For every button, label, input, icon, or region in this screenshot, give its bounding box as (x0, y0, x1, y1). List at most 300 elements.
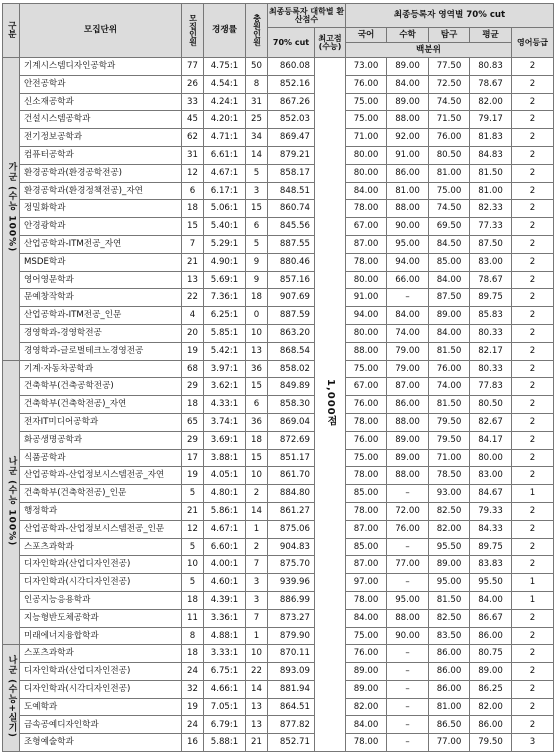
cell-name: 디자인학과(산업디자인전공) (20, 663, 182, 681)
cell-average: 89.75 (470, 538, 512, 556)
cell-english: 2 (512, 324, 554, 342)
cell-cut70: 887.55 (268, 235, 315, 253)
cell-inquiry: 81.50 (429, 342, 470, 360)
cell-average: 80.33 (470, 360, 512, 378)
cell-name: 디자인학과(산업디자인전공) (20, 556, 182, 574)
cell-inquiry: 84.00 (429, 271, 470, 289)
cell-inquiry: 79.50 (429, 431, 470, 449)
cell-korean: 97.00 (346, 574, 387, 592)
header-percentile: 백분위 (346, 43, 512, 58)
cell-name: 경영학과-경영학전공 (20, 324, 182, 342)
cell-additional: 2 (246, 538, 268, 556)
cell-cut70: 880.46 (268, 253, 315, 271)
cell-math: 81.00 (387, 182, 429, 200)
cell-competition: 5.40:1 (204, 218, 246, 236)
cell-inquiry: 69.50 (429, 218, 470, 236)
cell-korean: 76.00 (346, 75, 387, 93)
cell-name: 스포츠과학과 (20, 538, 182, 556)
cell-cut70: 907.69 (268, 289, 315, 307)
cell-korean: 89.00 (346, 663, 387, 681)
cell-cut70: 893.09 (268, 663, 315, 681)
cell-korean: 75.00 (346, 627, 387, 645)
cell-korean: 91.00 (346, 289, 387, 307)
header-competition: 경쟁률 (204, 4, 246, 58)
cell-average: 95.50 (470, 574, 512, 592)
cell-korean: 78.00 (346, 591, 387, 609)
cell-quota: 17 (182, 449, 204, 467)
cell-average: 79.50 (470, 734, 512, 752)
cell-math: 66.00 (387, 271, 429, 289)
table-row (3, 627, 554, 645)
cell-average: 84.00 (470, 591, 512, 609)
cell-competition: 6.17:1 (204, 182, 246, 200)
cell-korean: 78.00 (346, 253, 387, 271)
cell-name: 조형예술학과 (20, 734, 182, 752)
cell-korean: 88.00 (346, 342, 387, 360)
cell-english: 2 (512, 200, 554, 218)
cell-cut70: 879.90 (268, 627, 315, 645)
table-row (3, 289, 554, 307)
cell-english: 2 (512, 716, 554, 734)
cell-inquiry: 86.00 (429, 645, 470, 663)
cell-quota: 62 (182, 129, 204, 147)
cell-cut70: 870.11 (268, 645, 315, 663)
cell-average: 77.83 (470, 378, 512, 396)
cell-additional: 3 (246, 591, 268, 609)
cell-average: 82.67 (470, 413, 512, 431)
cell-additional: 22 (246, 663, 268, 681)
cell-english: 1 (512, 591, 554, 609)
cell-average: 79.33 (470, 502, 512, 520)
cell-additional: 13 (246, 342, 268, 360)
cell-korean: 89.00 (346, 680, 387, 698)
cell-inquiry: 80.50 (429, 146, 470, 164)
cell-name: 건축학부(건축학전공)_자연 (20, 396, 182, 414)
cell-competition: 4.20:1 (204, 111, 246, 129)
cell-quota: 65 (182, 413, 204, 431)
cell-math: – (387, 698, 429, 716)
cell-quota: 18 (182, 200, 204, 218)
cell-korean: 84.00 (346, 716, 387, 734)
cell-quota: 24 (182, 663, 204, 681)
table-row (3, 218, 554, 236)
cell-quota: 19 (182, 342, 204, 360)
cell-additional: 36 (246, 360, 268, 378)
cell-korean: 80.00 (346, 271, 387, 289)
cell-competition: 4.33:1 (204, 396, 246, 414)
cell-quota: 32 (182, 680, 204, 698)
cell-additional: 3 (246, 574, 268, 592)
cell-name: 경영학과-글로벌테크노경영전공 (20, 342, 182, 360)
table-row (3, 556, 554, 574)
cell-inquiry: 75.00 (429, 182, 470, 200)
cell-name: 금속공예디자인학과 (20, 716, 182, 734)
cell-quota: 18 (182, 396, 204, 414)
cell-competition: 3.69:1 (204, 431, 246, 449)
cell-quota: 31 (182, 146, 204, 164)
cell-cut70: 863.20 (268, 324, 315, 342)
header-area-cut: 최종등록자 영역별 70% cut (346, 4, 554, 28)
cell-additional: 10 (246, 645, 268, 663)
table-row (3, 111, 554, 129)
cell-additional: 9 (246, 253, 268, 271)
cell-average: 84.67 (470, 485, 512, 503)
cell-average: 80.75 (470, 645, 512, 663)
cell-quota: 16 (182, 734, 204, 752)
cell-english: 2 (512, 698, 554, 716)
cell-name: 식품공학과 (20, 449, 182, 467)
cell-inquiry: 81.50 (429, 396, 470, 414)
cell-english: 2 (512, 556, 554, 574)
cell-inquiry: 82.00 (429, 520, 470, 538)
cell-competition: 6.75:1 (204, 663, 246, 681)
cell-name: 기계·자동차공학과 (20, 360, 182, 378)
cell-competition: 4.54:1 (204, 75, 246, 93)
cell-additional: 36 (246, 413, 268, 431)
cell-additional: 5 (246, 235, 268, 253)
cell-average: 79.17 (470, 111, 512, 129)
cell-english: 2 (512, 146, 554, 164)
cell-math: 88.00 (387, 467, 429, 485)
cell-english: 2 (512, 235, 554, 253)
cell-english: 2 (512, 396, 554, 414)
cell-name: 산업공학과-ITM전공_인문 (20, 307, 182, 325)
cell-additional: 14 (246, 680, 268, 698)
cell-quota: 4 (182, 307, 204, 325)
cell-quota: 6 (182, 182, 204, 200)
cell-quota: 11 (182, 609, 204, 627)
cell-additional: 15 (246, 449, 268, 467)
cell-average: 80.00 (470, 449, 512, 467)
cell-name: 산업공학과-산업정보시스템전공_인문 (20, 520, 182, 538)
cell-english: 2 (512, 218, 554, 236)
cell-additional: 13 (246, 698, 268, 716)
cell-cut70: 858.02 (268, 360, 315, 378)
cell-additional: 10 (246, 324, 268, 342)
cell-math: 95.00 (387, 235, 429, 253)
table-row (3, 645, 554, 663)
cell-competition: 6.60:1 (204, 538, 246, 556)
cell-competition: 4.75:1 (204, 58, 246, 76)
cell-additional: 18 (246, 289, 268, 307)
table-body (3, 58, 554, 752)
cell-average: 81.83 (470, 129, 512, 147)
cell-math: – (387, 716, 429, 734)
cell-inquiry: 84.50 (429, 235, 470, 253)
cell-inquiry: 82.50 (429, 609, 470, 627)
cell-name: 디자인학과(시각디자인전공) (20, 574, 182, 592)
cell-inquiry: 81.50 (429, 591, 470, 609)
cell-name: 문예창작학과 (20, 289, 182, 307)
cell-korean: 78.00 (346, 467, 387, 485)
cell-cut70: 868.54 (268, 342, 315, 360)
cell-competition: 4.66:1 (204, 680, 246, 698)
table-row (3, 378, 554, 396)
cell-cut70: 849.89 (268, 378, 315, 396)
cell-korean: 75.00 (346, 449, 387, 467)
cell-average: 83.83 (470, 556, 512, 574)
cell-korean: 85.00 (346, 485, 387, 503)
cell-english: 2 (512, 93, 554, 111)
cell-name: MSDE학과 (20, 253, 182, 271)
cell-korean: 85.00 (346, 538, 387, 556)
cell-average: 85.83 (470, 307, 512, 325)
cell-english: 2 (512, 627, 554, 645)
cell-competition: 4.60:1 (204, 574, 246, 592)
cell-cut70: 869.04 (268, 413, 315, 431)
cell-quota: 33 (182, 93, 204, 111)
cell-english: 2 (512, 378, 554, 396)
cell-inquiry: 74.50 (429, 93, 470, 111)
cell-cut70: 875.70 (268, 556, 315, 574)
cell-additional: 9 (246, 271, 268, 289)
cell-korean: 80.00 (346, 324, 387, 342)
cell-additional: 21 (246, 734, 268, 752)
cell-quota: 22 (182, 289, 204, 307)
cell-additional: 13 (246, 716, 268, 734)
cell-average: 81.00 (470, 182, 512, 200)
cell-math: 90.00 (387, 218, 429, 236)
cell-additional: 7 (246, 556, 268, 574)
cell-competition: 4.67:1 (204, 520, 246, 538)
cell-name: 화공생명공학과 (20, 431, 182, 449)
cell-additional: 6 (246, 218, 268, 236)
cell-quota: 21 (182, 253, 204, 271)
cell-competition: 3.62:1 (204, 378, 246, 396)
cell-english: 1 (512, 574, 554, 592)
cell-inquiry: 78.50 (429, 467, 470, 485)
cell-inquiry: 71.50 (429, 111, 470, 129)
cell-korean: 67.00 (346, 378, 387, 396)
cell-competition: 4.39:1 (204, 591, 246, 609)
cell-math: 88.00 (387, 609, 429, 627)
cell-inquiry: 72.50 (429, 75, 470, 93)
cell-cut70: 886.99 (268, 591, 315, 609)
cell-korean: 78.00 (346, 200, 387, 218)
table-row (3, 538, 554, 556)
cell-korean: 82.00 (346, 698, 387, 716)
cell-cut70: 869.47 (268, 129, 315, 147)
cell-cut70: 861.27 (268, 502, 315, 520)
cell-additional: 31 (246, 93, 268, 111)
cell-korean: 80.00 (346, 164, 387, 182)
cell-math: 89.00 (387, 449, 429, 467)
cell-competition: 7.36:1 (204, 289, 246, 307)
cell-cut70: 904.83 (268, 538, 315, 556)
cell-quota: 19 (182, 467, 204, 485)
cell-english: 3 (512, 734, 554, 752)
cell-average: 80.50 (470, 396, 512, 414)
cell-english: 2 (512, 413, 554, 431)
cell-quota: 8 (182, 627, 204, 645)
cell-competition: 5.42:1 (204, 342, 246, 360)
cell-inquiry: 76.00 (429, 360, 470, 378)
cell-english: 2 (512, 360, 554, 378)
table-row (3, 360, 554, 378)
cell-inquiry: 77.00 (429, 734, 470, 752)
table-row (3, 680, 554, 698)
cell-cut70: 875.06 (268, 520, 315, 538)
cell-math: 88.00 (387, 200, 429, 218)
header-group: 구분 (3, 4, 20, 58)
cell-inquiry: 93.00 (429, 485, 470, 503)
cell-competition: 3.97:1 (204, 360, 246, 378)
cell-english: 2 (512, 182, 554, 200)
cell-korean: 84.00 (346, 182, 387, 200)
cell-competition: 5.29:1 (204, 235, 246, 253)
cell-cut70: 858.17 (268, 164, 315, 182)
table-row (3, 716, 554, 734)
cell-name: 디자인학과(시각디자인전공) (20, 680, 182, 698)
cell-name: 건설시스템공학과 (20, 111, 182, 129)
table-row (3, 129, 554, 147)
cell-competition: 4.24:1 (204, 93, 246, 111)
cell-competition: 4.05:1 (204, 467, 246, 485)
table-row (3, 413, 554, 431)
cell-math: 89.00 (387, 431, 429, 449)
table-row (3, 591, 554, 609)
cell-quota: 7 (182, 235, 204, 253)
cell-math: – (387, 485, 429, 503)
cell-name: 컴퓨터공학과 (20, 146, 182, 164)
table-row (3, 663, 554, 681)
cell-additional: 14 (246, 146, 268, 164)
table-row (3, 485, 554, 503)
table-row (3, 342, 554, 360)
cell-additional: 8 (246, 75, 268, 93)
cell-additional: 18 (246, 431, 268, 449)
cell-inquiry: 89.00 (429, 556, 470, 574)
cell-english: 2 (512, 645, 554, 663)
cell-math: – (387, 680, 429, 698)
cell-name: 스포츠과학과 (20, 645, 182, 663)
cell-english: 2 (512, 271, 554, 289)
cell-english: 2 (512, 538, 554, 556)
cell-inquiry: 81.00 (429, 698, 470, 716)
cell-cut70: 884.80 (268, 485, 315, 503)
cell-average: 84.17 (470, 431, 512, 449)
table-row (3, 253, 554, 271)
cell-competition: 5.69:1 (204, 271, 246, 289)
admission-table-container (2, 3, 553, 752)
cell-inquiry: 86.50 (429, 716, 470, 734)
cell-cut70: 852.16 (268, 75, 315, 93)
cell-average: 82.33 (470, 200, 512, 218)
cell-name: 산업공학과-산업정보시스템전공_자연 (20, 467, 182, 485)
cell-average: 83.00 (470, 253, 512, 271)
cell-quota: 20 (182, 324, 204, 342)
cell-inquiry: 77.50 (429, 58, 470, 76)
cell-average: 83.00 (470, 467, 512, 485)
cell-quota: 45 (182, 111, 204, 129)
cell-average: 89.75 (470, 289, 512, 307)
cell-average: 86.67 (470, 609, 512, 627)
cell-quota: 19 (182, 698, 204, 716)
cell-math: – (387, 289, 429, 307)
cell-english: 2 (512, 680, 554, 698)
header-quota: 모집인원 (182, 4, 204, 58)
cell-competition: 3.36:1 (204, 609, 246, 627)
cell-math: 91.00 (387, 146, 429, 164)
cell-name: 산업공학과-ITM전공_자연 (20, 235, 182, 253)
cell-cut70: 861.70 (268, 467, 315, 485)
cell-math: 94.00 (387, 253, 429, 271)
cell-inquiry: 76.00 (429, 129, 470, 147)
cell-additional: 6 (246, 396, 268, 414)
cell-inquiry: 84.00 (429, 324, 470, 342)
cell-cut70: 845.56 (268, 218, 315, 236)
cell-math: 74.00 (387, 324, 429, 342)
cell-name: 기계시스템디자인공학과 (20, 58, 182, 76)
cell-name: 도예학과 (20, 698, 182, 716)
cell-korean: 76.00 (346, 645, 387, 663)
cell-quota: 5 (182, 574, 204, 592)
table-row (3, 58, 554, 76)
cell-korean: 76.00 (346, 396, 387, 414)
cell-name: 행정학과 (20, 502, 182, 520)
cell-korean: 75.00 (346, 360, 387, 378)
cell-math: – (387, 734, 429, 752)
cell-quota: 10 (182, 556, 204, 574)
cell-english: 2 (512, 307, 554, 325)
cell-additional: 15 (246, 200, 268, 218)
cell-korean: 67.00 (346, 218, 387, 236)
cell-cut70: 887.59 (268, 307, 315, 325)
cell-math: – (387, 645, 429, 663)
table-row (3, 396, 554, 414)
cell-additional: 34 (246, 129, 268, 147)
cell-quota: 18 (182, 645, 204, 663)
table-row (3, 235, 554, 253)
cell-korean: 78.00 (346, 413, 387, 431)
cell-competition: 6.25:1 (204, 307, 246, 325)
header-inquiry: 탐구 (429, 28, 470, 43)
cell-math: 72.00 (387, 502, 429, 520)
table-row (3, 502, 554, 520)
cell-average: 77.33 (470, 218, 512, 236)
cell-math: 76.00 (387, 520, 429, 538)
table-row (3, 271, 554, 289)
cell-korean: 80.00 (346, 146, 387, 164)
cell-english: 2 (512, 253, 554, 271)
cell-korean: 84.00 (346, 609, 387, 627)
cell-name: 지능형반도체공학과 (20, 609, 182, 627)
cell-average: 78.67 (470, 75, 512, 93)
cell-competition: 5.86:1 (204, 502, 246, 520)
cell-cut70: 860.74 (268, 200, 315, 218)
cell-quota: 12 (182, 520, 204, 538)
cell-name: 전기정보공학과 (20, 129, 182, 147)
cell-cut70: 873.27 (268, 609, 315, 627)
cell-competition: 4.90:1 (204, 253, 246, 271)
cell-math: 86.00 (387, 396, 429, 414)
cell-korean: 76.00 (346, 431, 387, 449)
cell-quota: 77 (182, 58, 204, 76)
cell-english: 1 (512, 485, 554, 503)
cell-math: 92.00 (387, 129, 429, 147)
table-row (3, 146, 554, 164)
cell-average: 80.83 (470, 58, 512, 76)
cell-name: 안경광학과 (20, 218, 182, 236)
cell-english: 2 (512, 449, 554, 467)
cell-math: 88.00 (387, 111, 429, 129)
cell-competition: 4.80:1 (204, 485, 246, 503)
cell-cut70: 848.51 (268, 182, 315, 200)
cell-name: 인공지능응용학과 (20, 591, 182, 609)
cell-english: 2 (512, 164, 554, 182)
cell-cut70: 852.71 (268, 734, 315, 752)
table-row (3, 449, 554, 467)
